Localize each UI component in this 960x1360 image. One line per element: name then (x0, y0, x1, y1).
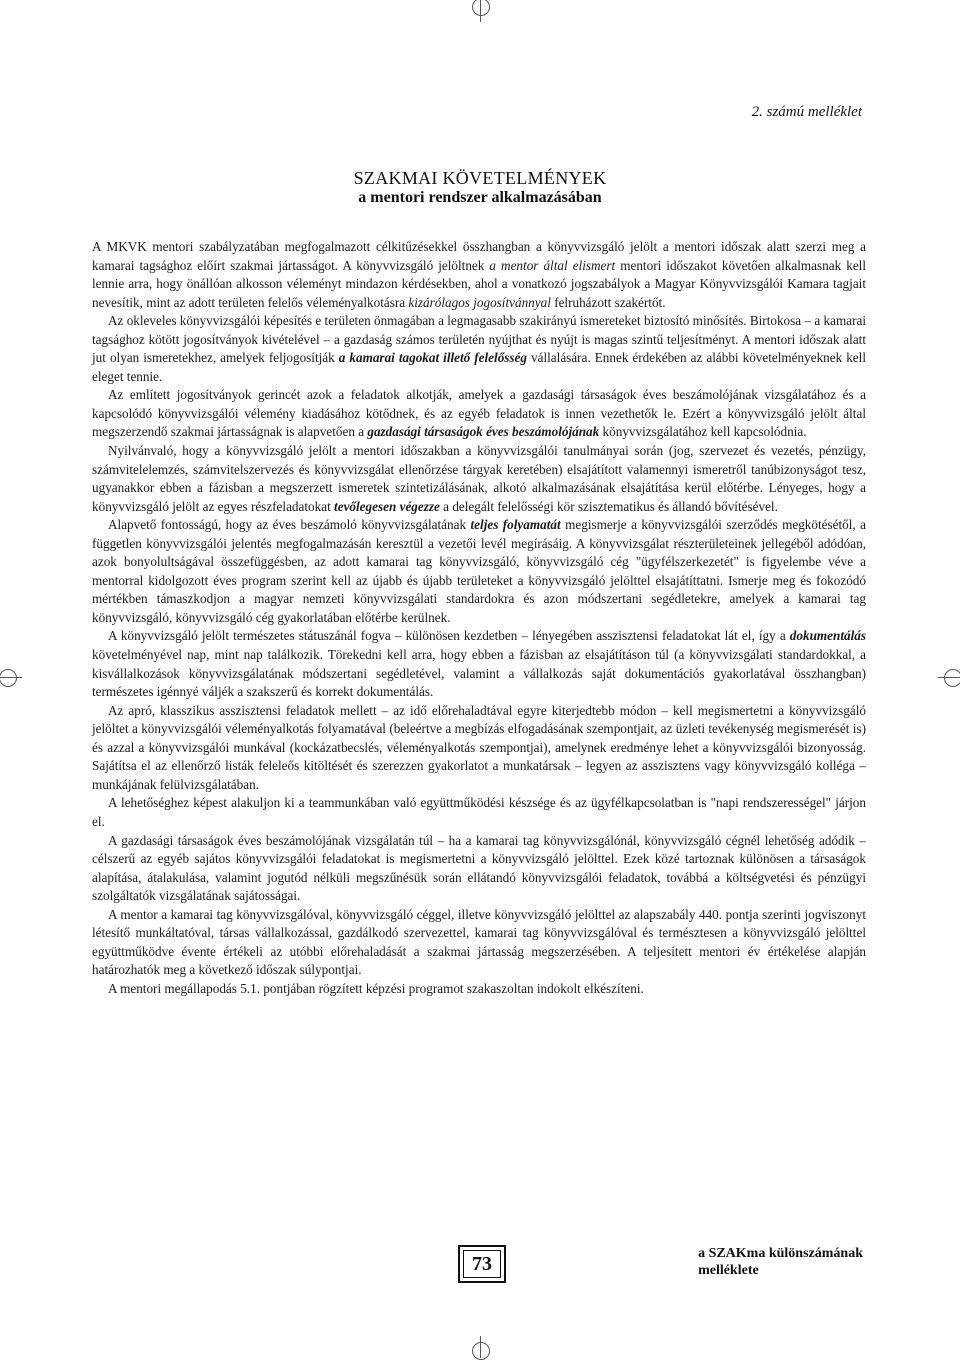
paragraph-text: Alapvető fontosságú, hogy az éves beszámoló könyvvizsgálatának (108, 517, 471, 533)
paragraph-text: követelményével nap, mint nap találkozik. Törekedni kell arra, hogy ebben a fázisban az elsajátításon túl (a könyvvizsgálati standardokkal, a kisvállalkozások könyvvizsgálatának módszertani segédletével, valamint a vállalkozás saját dokumentációs gyakorlatával összhangban) természetes igénnyé váljék a szakszerű és korrekt dokumentálás. (92, 647, 866, 700)
publication-note (698, 1245, 863, 1279)
paragraph-text: A gazdasági társaságok éves beszámolójának vizsgálatán túl – ha a kamarai tag könyvvizsgálónál, könyvvizsgáló cégnél lehetőség adódik – célszerű az egyéb sajátos könyvvizsgálói feladatokat is megismertetni a könyvvizsgáló jelölttel. Ezek közé tartoznak különösen a társaságok alapítása, átalakulása, valamint jogutód nélküli megszűnésük során ellátandó könyvvizsgálói feladatok, továbbá a költségvetési és pénzügyi szolgáltatók vizsgálatának sajátosságai. (92, 832, 866, 904)
page-title: SZAKMAI KÖVETELMÉNYEK (353, 168, 607, 188)
paragraph-text: Az apró, klasszikus asszisztensi feladatok mellett – az idő előrehaladtával egyre kiterjedtebb módon – kell megismertetni a könyvvizsgáló jelöltet a könyvvizsgálói véleményalkotás folyamatával (beleértve a megbízás elfogadásának szempontjait, az üzleti tevékenység megismerését is) és azzal a könyvvizsgálói munkával (kockázatbecslés, véleményalkotás szempontjai), amelynek eredménye lehet a könyvvizsgálói bizonyosság. Sajátítsa el az ellenőrző listák feleleős kitöltését és szerezzen gyakorlatot a munkatársak – legyen az asszisztens vagy könyvvizsgáló kolléga – munkájának felülvizsgálatában. (92, 702, 866, 792)
paragraph (92, 980, 866, 999)
emphasized-text: a mentor által elismert (489, 257, 616, 273)
publication-line-1: a SZAKma különszámának (698, 1246, 863, 1261)
emphasized-text: tevőlegesen végezze (334, 498, 440, 514)
paragraph (92, 794, 866, 831)
page-number-box (458, 1245, 506, 1283)
title-block (0, 168, 960, 207)
paragraph-text: A könyvvizsgáló jelölt természetes státuszánál fogva – különösen kezdetben – lényegében asszisztensi feladatokat lát el, így a (108, 628, 790, 644)
paragraph-text: vállalására. Ennek érdekében az alábbi követelményeknek kell eleget tennie. (92, 350, 866, 384)
paragraph (92, 516, 866, 627)
emphasized-text: gazdasági társaságok éves beszámolójának (367, 424, 600, 440)
paragraph-text: a delegált felelősségi kör szisztematikus és állandó bővítésével. (439, 498, 778, 514)
emphasized-text: kizárólagos jogosítvánnyal (408, 294, 551, 310)
paragraph-text: A lehetőséghez képest alakuljon ki a teammunkában való együttműködési készsége és az ügyfélkapcsolatban is "napi rendszerességel" járjon el. (92, 795, 866, 829)
paragraph-text: felruházott szakértőt. (550, 294, 666, 310)
paragraph-text: Nyilvánvaló, hogy a könyvvizsgáló jelölt a mentori időszakban a könyvvizsgálói tanulmányai során (jog, szervezet és vezetés, pénzügy, számvitelelemzés, számvitelszervezés és könyvvizsgálat ellenőrzése tárgyak keretében) elsajátított valamennyi ismeretről tanúbizonyságot tesz, ugyanakkor ebben a fázisban a megszerzett ismeretek szintetizálásának, alkotó alkalmazásának elsajátítása kerül előtérbe. Lényeges, hogy a könyvvizsgáló jelölt az egyes részfeladatokat (92, 443, 866, 514)
crop-mark-right (936, 664, 960, 692)
paragraph-text: A mentor a kamarai tag könyvvizsgálóval, könyvvizsgáló céggel, illetve könyvvizsgáló jelölttel az alapszabály 440. pontja szerinti jogviszonyt létesítő munkáltatóval, társas vállalkozással, gazdálkodó szervezettel, kamarai tag könyvvizsgálóval és természtesen a könyvvizsgáló jelölttel együttműködve évente értékeli az utóbbi előrehaladását a szakmai jártasság megszerzésében. A teljesített mentori év értékelése alapján határozhatók meg a következő időszak súlypontjai. (92, 906, 866, 978)
paragraph-text: mentori időszakot követően alkalmasnak kell lennie arra, hogy önállóan alkosson véleményt mindazon kérdésekben, ahol a vonatkozó jogszabályok a Magyar Könyvvizsgálói Kamara tagjait nevesítik, mint az adott területen felelős véleményalkotásra (92, 257, 866, 310)
paragraph (92, 386, 866, 442)
crop-mark-bottom (468, 1334, 494, 1358)
body-text (92, 238, 866, 998)
paragraph-text: Az okleveles könyvvizsgálói képesítés e területen önmagában a legmagasabb szakirányú ismereteket biztosító minősítés. Birtokosa – a kamarai tagsághoz kötött jogosítványok kivételével – a gazdaság számos területén nyújthat és nyújt is magas szintű teljesítményt. A mentori időszak alatt jut olyan ismeretekhez, amelyek feljogosítják (92, 313, 866, 366)
paragraph (92, 832, 866, 906)
emphasized-text: a kamarai tagokat illető felelősség (338, 350, 528, 366)
paragraph (92, 627, 866, 701)
page-number: 73 (472, 1252, 492, 1275)
paragraph-text: könyvvizsgálatához kell kapcsolódnia. (599, 424, 807, 440)
page-subtitle: a mentori rendszer alkalmazásában (358, 189, 602, 206)
crop-mark-left (0, 664, 24, 692)
emphasized-text: teljes folyamatát (470, 517, 561, 533)
paragraph (92, 906, 866, 980)
annex-label: 2. számú melléklet (751, 104, 862, 120)
emphasized-text: dokumentálás (789, 628, 866, 644)
paragraph (92, 442, 866, 516)
paragraph-text: A mentori megállapodás 5.1. pontjában rögzített képzési programot szakaszoltan indokolt elkészíteni. (108, 980, 644, 996)
publication-line-2: melléklete (698, 1263, 759, 1278)
paragraph (92, 238, 866, 312)
paragraph-text: megismerje a könyvvizsgálói szerződés megkötésétől, a független könyvvizsgálói jelentés megfogalmazásán keresztül a vezetői levél megírásáig. A könyvvizsgálat részterületeinek jellegéből adódóan, azok bonyolultságával összefüggésben, az adott kamarai tag könyvvizsgáló, könyvvizsgáló cég "ügyfélszerkezetét" is figyelembe véve a mentorral kidolgozott éves program szerint kell az újabb és újabb területeket a könyvvizsgáló jelölttel elsajátíttatni. Ismerje meg és fokozódó mértékben támaszkodjon a magyar nemzeti könyvvizsgálati standardokra és azon módszertani segédletekre, amelyek a kamarai tag könyvvizsgáló, könyvvizsgáló cég gyakorlatában előtérbe kerülnek. (92, 517, 866, 625)
paragraph (92, 312, 866, 386)
paragraph (92, 702, 866, 795)
paragraph-text: Az említett jogosítványok gerincét azok a feladatok alkotják, amelyek a gazdasági társaságok éves beszámolójának vizsgálatához és a kapcsolódó könyvvizsgálói vélemény kiadásához kötődnek, és az egyéb feladatok is innen vezethetők le. Ezért a könyvvizsgáló jelölt által megszerzendő szakmai jártasságnak is alapvetően a (92, 387, 866, 440)
crop-mark-top (468, 0, 494, 22)
paragraph-text: A MKVK mentori szabályzatában megfogalmazott célkitűzésekkel összhangban a könyvvizsgáló jelölt a mentori időszak alatt szerzi meg a kamarai tagsághoz előírt szakmai jártasságot. A könyvvizsgáló jelöltnek (92, 239, 866, 273)
